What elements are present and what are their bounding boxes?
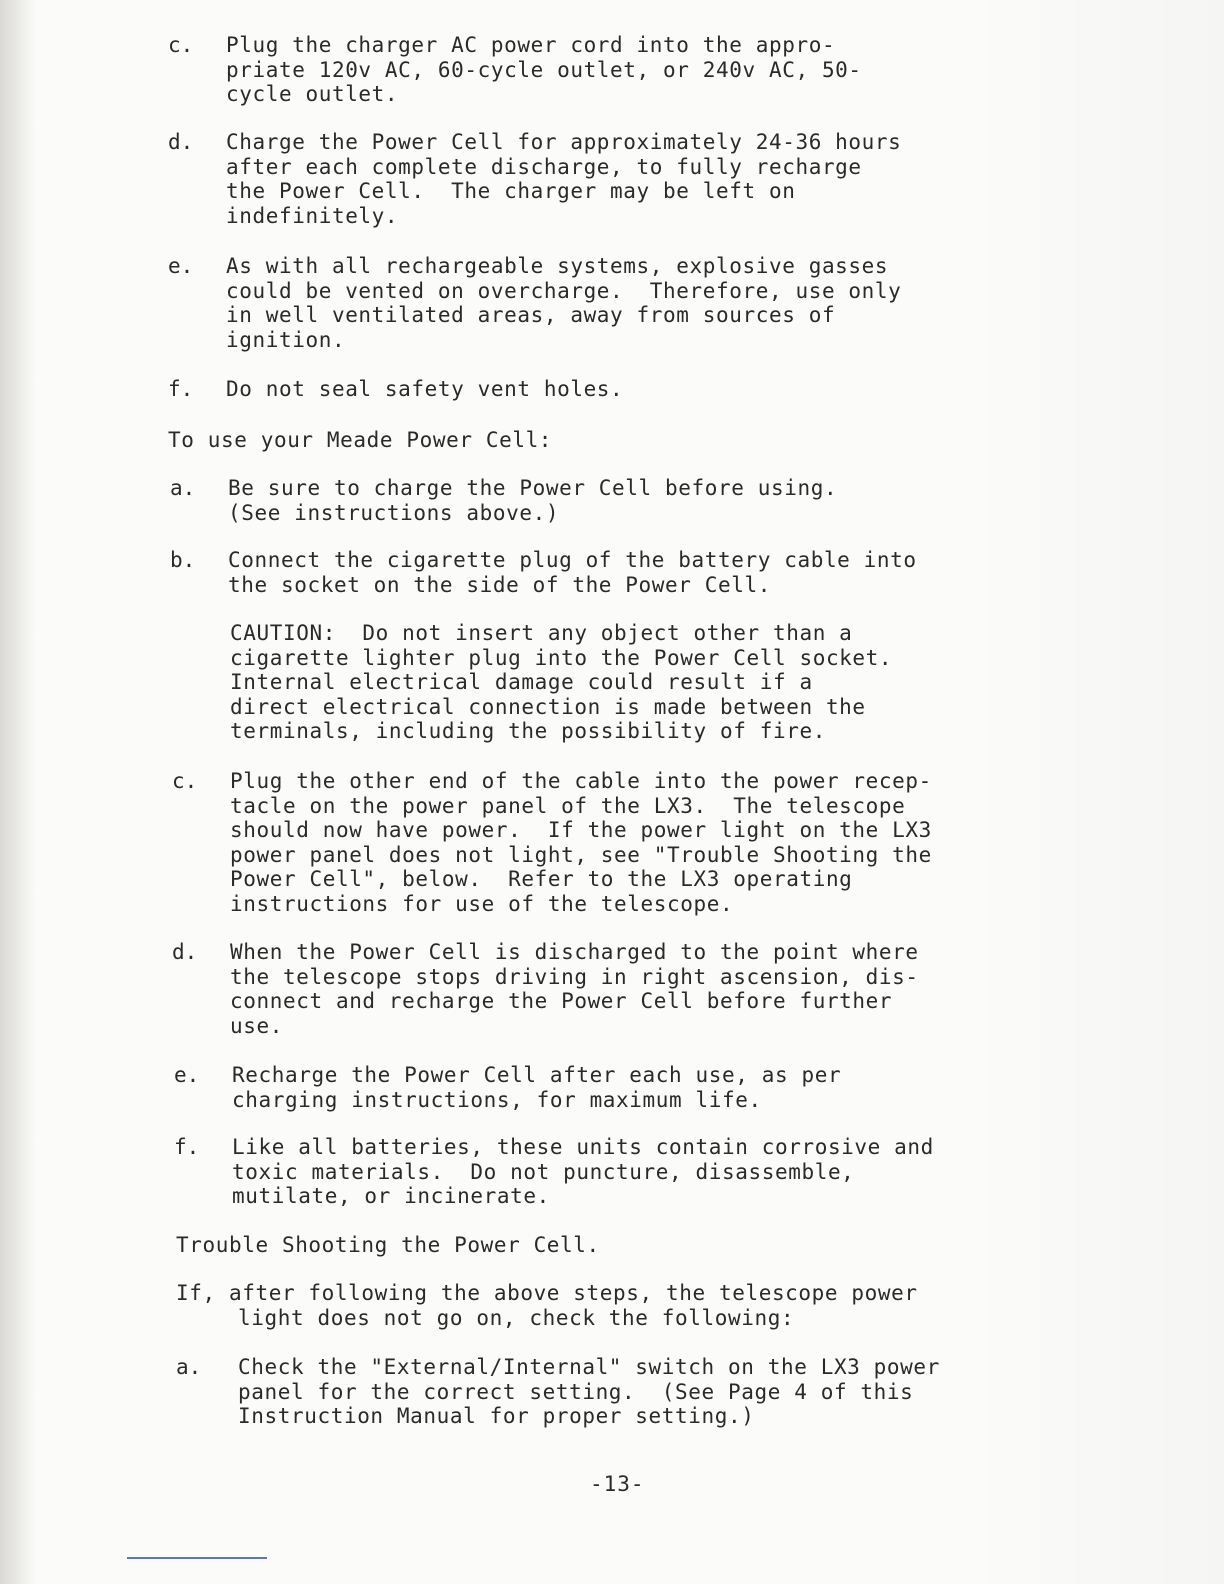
caution-block bbox=[230, 621, 892, 744]
caution-line: terminals, including the possibility of fire. bbox=[230, 719, 826, 743]
step-text bbox=[226, 33, 862, 107]
caution-line: direct electrical connection is made between the bbox=[230, 694, 866, 719]
step-label: f. bbox=[168, 377, 194, 401]
caution-line: CAUTION: Do not insert any object other than a bbox=[230, 621, 853, 645]
scan-edge-shadow bbox=[0, 0, 36, 1584]
step-label: b. bbox=[170, 548, 196, 572]
trouble-intro bbox=[176, 1281, 918, 1330]
step-label: d. bbox=[172, 940, 198, 964]
footer-rule bbox=[127, 1557, 267, 1559]
step-text bbox=[226, 254, 901, 352]
text-line: priate 120v AC, 60-cycle outlet, or 240v AC, 50- bbox=[226, 57, 862, 82]
caution-line: Internal electrical damage could result if a bbox=[230, 670, 813, 694]
step-text bbox=[232, 1135, 934, 1209]
page-number: -13- bbox=[590, 1472, 645, 1496]
text-line: the Power Cell. The charger may be left on bbox=[226, 179, 796, 203]
text-line: Plug the charger AC power cord into the appro- bbox=[226, 33, 836, 57]
step-text bbox=[226, 377, 623, 402]
text-line: in well ventilated areas, away from sources of bbox=[226, 303, 836, 327]
text-line: the socket on the side of the Power Cell. bbox=[228, 572, 771, 597]
text-line: Be sure to charge the Power Cell before using. bbox=[228, 476, 838, 500]
step-text bbox=[238, 1355, 940, 1429]
text-line: Power Cell", below. Refer to the LX3 operating bbox=[230, 867, 853, 891]
text-line: indefinitely. bbox=[226, 203, 399, 228]
text-line: (See instructions above.) bbox=[228, 500, 560, 525]
step-label: a. bbox=[176, 1355, 202, 1379]
text-line: toxic materials. Do not puncture, disassemble, bbox=[232, 1159, 855, 1184]
step-text bbox=[228, 476, 837, 525]
text-line: Connect the cigarette plug of the battery cable into bbox=[228, 548, 917, 572]
scan-bleed-through bbox=[964, 0, 1224, 1584]
text-line: connect and recharge the Power Cell before further bbox=[230, 989, 893, 1013]
step-text bbox=[232, 1063, 841, 1112]
text-line: after each complete discharge, to fully recharge bbox=[226, 154, 862, 179]
step-text bbox=[226, 130, 901, 228]
step-text bbox=[230, 769, 932, 916]
text-line: instructions for use of the telescope. bbox=[230, 891, 734, 916]
use-heading: To use your Meade Power Cell: bbox=[168, 428, 553, 452]
text-line: ignition. bbox=[226, 327, 346, 352]
text-line: Check the "External/Internal" switch on the LX3 power bbox=[238, 1355, 940, 1379]
text-line: Like all batteries, these units contain corrosive and bbox=[232, 1135, 934, 1159]
step-label: e. bbox=[174, 1063, 200, 1087]
text-line: mutilate, or incinerate. bbox=[232, 1184, 550, 1208]
trouble-heading: Trouble Shooting the Power Cell. bbox=[176, 1233, 600, 1257]
step-text bbox=[230, 940, 919, 1038]
text-line: light does not go on, check the following: bbox=[238, 1305, 795, 1330]
text-line: power panel does not light, see "Trouble Shooting the bbox=[230, 842, 932, 867]
text-line: Instruction Manual for proper setting.) bbox=[238, 1404, 755, 1428]
step-text bbox=[228, 548, 917, 597]
text-line: panel for the correct setting. (See Page 4 of this bbox=[238, 1379, 914, 1404]
text-line: Recharge the Power Cell after each use, as per bbox=[232, 1063, 842, 1087]
step-label: a. bbox=[170, 476, 196, 500]
text-line: tacle on the power panel of the LX3. The telescope bbox=[230, 793, 906, 818]
step-label: e. bbox=[168, 254, 194, 278]
text-line: charging instructions, for maximum life. bbox=[232, 1087, 762, 1112]
text-line: use. bbox=[230, 1013, 283, 1038]
step-label: c. bbox=[168, 33, 194, 57]
text-line: Charge the Power Cell for approximately 24-36 hours bbox=[226, 130, 902, 154]
text-line: the telescope stops driving in right ascension, dis- bbox=[230, 964, 919, 989]
text-line: When the Power Cell is discharged to the point where bbox=[230, 940, 919, 964]
text-line: Plug the other end of the cable into the power recep- bbox=[230, 769, 932, 793]
step-label: c. bbox=[172, 769, 198, 793]
text-line: As with all rechargeable systems, explosive gasses bbox=[226, 254, 889, 278]
step-label: f. bbox=[174, 1135, 200, 1159]
text-line: If, after following the above steps, the telescope power bbox=[176, 1281, 918, 1305]
caution-line: cigarette lighter plug into the Power Cell socket. bbox=[230, 645, 893, 670]
text-line: should now have power. If the power light on the LX3 bbox=[230, 818, 932, 842]
step-label: d. bbox=[168, 130, 194, 154]
text-line: cycle outlet. bbox=[226, 82, 399, 106]
text-line: Do not seal safety vent holes. bbox=[226, 377, 624, 401]
text-line: could be vented on overcharge. Therefore, use only bbox=[226, 278, 902, 303]
